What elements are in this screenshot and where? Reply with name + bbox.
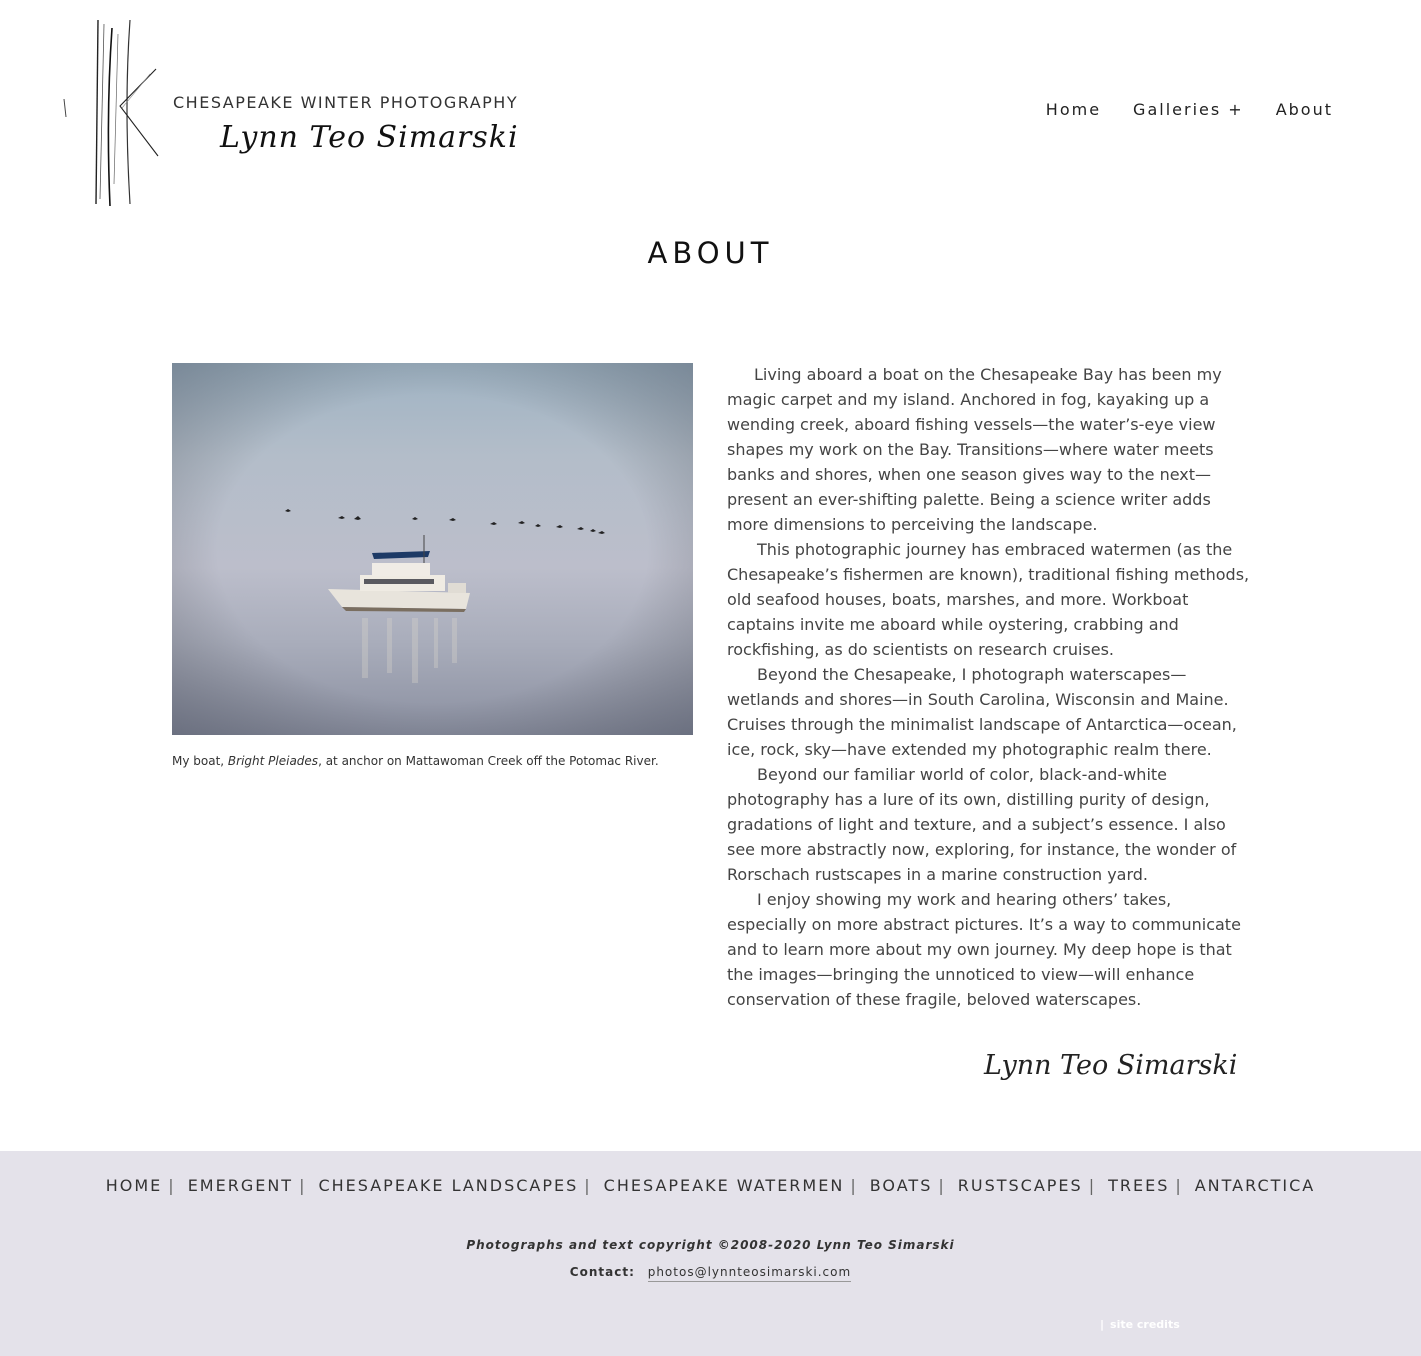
logo-title: CHESAPEAKE WINTER PHOTOGRAPHY: [173, 93, 519, 112]
caption-suffix: , at anchor on Mattawoman Creek off the Potomac River.: [318, 754, 659, 768]
page-title: ABOUT: [647, 236, 774, 270]
nav-galleries[interactable]: Galleries +: [1133, 100, 1244, 119]
about-paragraph: Beyond the Chesapeake, I photograph waterscapes—wetlands and shores—in South Carolina, Wisconsin and Maine. Cruises through the minimalist landscape of Antarctica—ocean, ice, rock, sky—have extended my photographic realm there.: [727, 665, 1237, 759]
nav-home[interactable]: Home: [1045, 100, 1102, 119]
logo-reeds-mark: [60, 14, 170, 209]
boat-photo: [172, 363, 693, 735]
about-paragraph: Living aboard a boat on the Chesapeake Bay has been my magic carpet and my island. Anchored in fog, kayaking up a wending creek, aboard fishing vessels—the water’s-eye view shapes my work on the Bay. Transitions—where water meets banks and shores, when one season gives way to the next—present an ever-shifting palette. Being a science writer adds more dimensions to perceiving the landscape.: [727, 365, 1222, 534]
about-paragraph: Beyond our familiar world of color, black-and-white photography has a lure of its own, distilling purity of design, gradations of light and texture, and a subject’s essence. I also see more abstractly now, exploring, for instance, the wonder of Rorschach rustscapes in a marine construction yard.: [727, 765, 1237, 884]
main-nav: [1046, 100, 1333, 119]
author-signature: Lynn Teo Simarski: [984, 1050, 1238, 1081]
footer-separator: |: [168, 1176, 174, 1195]
site-credits: [1100, 1318, 1180, 1331]
about-text: [727, 362, 1252, 1012]
footer-separator: |: [850, 1176, 856, 1195]
footer-link-chesapeake-watermen[interactable]: CHESAPEAKE WATERMEN: [603, 1176, 845, 1195]
logo-signature: Lynn Teo Simarski: [220, 120, 519, 155]
caption-prefix: My boat,: [172, 754, 228, 768]
footer-link-emergent[interactable]: EMERGENT: [187, 1176, 294, 1195]
footer-link-antarctica[interactable]: ANTARCTICA: [1194, 1176, 1316, 1195]
footer-link-chesapeake-landscapes[interactable]: CHESAPEAKE LANDSCAPES: [318, 1176, 579, 1195]
nav-about[interactable]: About: [1275, 100, 1333, 119]
about-paragraph: I enjoy showing my work and hearing others’ takes, especially on more abstract pictures. It’s a way to communicate and to learn more about my own journey. My deep hope is that the images—bringing the unnoticed to view—will enhance conservation of these fragile, beloved waterscapes.: [727, 890, 1241, 1009]
footer-separator: |: [938, 1176, 944, 1195]
site-footer: [0, 1151, 1421, 1356]
contact-label: Contact:: [569, 1265, 635, 1279]
caption-boat-name: Bright Pleiades: [227, 754, 319, 768]
contact-email-link[interactable]: photos@lynnteosimarski.com: [648, 1265, 851, 1282]
footer-separator: |: [584, 1176, 590, 1195]
footer-separator: |: [1088, 1176, 1095, 1195]
site-header: [0, 0, 1421, 215]
footer-link-trees[interactable]: TREES: [1108, 1176, 1170, 1195]
footer-nav: [0, 1176, 1421, 1195]
photo-caption: [172, 754, 693, 768]
footer-link-boats[interactable]: BOATS: [869, 1176, 933, 1195]
about-paragraph: This photographic journey has embraced watermen (as the Chesapeake’s fishermen are known), traditional fishing methods, old seafood houses, boats, marshes, and more. Workboat captains invite me aboard while oystering, crabbing and rockfishing, as do scientists on research cruises.: [727, 540, 1250, 659]
credits-separator: |: [1100, 1318, 1105, 1331]
footer-separator: |: [1175, 1176, 1181, 1195]
contact-line: [0, 1265, 1421, 1279]
footer-separator: |: [299, 1176, 305, 1195]
copyright-notice: Photographs and text copyright ©2008-2020 Lynn Teo Simarski: [466, 1238, 955, 1252]
site-logo[interactable]: [60, 14, 530, 209]
footer-link-home[interactable]: HOME: [105, 1176, 163, 1195]
site-credits-link[interactable]: site credits: [1110, 1318, 1180, 1331]
footer-link-rustscapes[interactable]: RUSTSCAPES: [957, 1176, 1083, 1195]
